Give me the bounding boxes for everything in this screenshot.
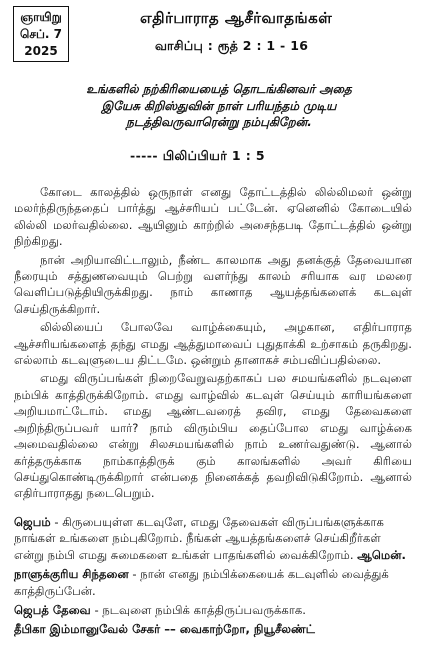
need-text: - நடவுளை நம்பிக் காத்திருப்பவருக்காக. — [90, 603, 306, 618]
verse-line: நடத்திவருவாரென்று நம்புகிறேன். — [126, 115, 312, 129]
prayer — [14, 514, 412, 563]
verse-line: இயேசு கிறிஸ்துவின் நாள் பரியந்தம் முடிய — [101, 98, 337, 113]
thought-text: - நான் எனது நம்பிக்கையைக் கடவுளில் வைத்துக் காத்திருப்பேன். — [14, 567, 389, 598]
year-label: 2025 — [24, 43, 58, 58]
reading-reference: வாசிப்பு : ரூத் 2 : 1 - 16 — [155, 38, 309, 53]
prayer-need — [14, 602, 412, 618]
body-text — [14, 184, 412, 504]
body-paragraph: நான் அறியாவிட்டாலும், நீண்ட காலமாக அது தனக்குத் தேவையான நீரையும் சத்துணவையும் பெற்று வளர்ந்து காலம் சரியாக வர மலரை வெளிப்படுத்தியிருக்கிறது. நாம் காணாத ஆயத்தங்களைக் கடவுள் செய்திருக்கிறார். — [14, 252, 412, 316]
date-box — [13, 6, 69, 62]
day-label: ஞாயிறு — [20, 9, 62, 24]
body-paragraph: எமது விருப்பங்கள் நிறைவேறுவதற்காகப் பல சமயங்களில் நடவுளை நம்பிக் காத்திருக்கிறோம். எமது வாழ்வில் கடவுள் செய்யும் காரியங்களை அறியமாட்டோம். எமது ஆண்டவரைத் தவிர, எமது தேவைகளை அறிந்திருப்பவர் யார்? நாம் விரும்பிய தைப்போல எமது வாழ்க்கை அமைவதில்லை என்று சிலசமயங்களில் நாம் உணர்வதுண்டு. ஆனால் கர்த்தருக்காக நாம்காத்திருக் கும் காலங்களில் அவர் கிரியை செய்துகொண்டிருக்கிறார் என்பதை நினைக்கத் தவறிவிடுகிறோம். ஆனால் எதிர்பாராதது நடைபெறும். — [14, 371, 412, 501]
closing-section — [14, 514, 412, 641]
author-line: தீபிகா இம்மானுவேல் சேகர் –– வைகாற்றோ, நியூசீலண்ட் — [14, 622, 316, 637]
body-paragraph: லில்லியைப் போலவே வாழ்க்கையும், அழகான, எதிர்பாராத ஆச்சரியங்களைத் தந்து எமது ஆத்துமாவைப் புதுதாக்கி உற்சாகம் தருகிறது. எல்லாம் கடவுளுடைய திட்டமே. ஒன்றும் தானாகச் சம்பவிப்பதில்லை. — [14, 320, 412, 368]
verse-line: உங்களில் நற்கிரியையைத் தொடங்கினவர் அதை — [86, 82, 352, 96]
amen-text: ஆமென். — [357, 547, 406, 562]
prayer-text: - கிருபையுள்ள கடவுளே, எமது தேவைகள் விருப்பங்களுக்காக நாங்கள் உங்களை நம்புகிறோம். நீங்கள் ஆயத்தங்களைச் செய்கிறீர்கள் என்று நம்பி எமது சுமைகளை உங்கள் பாதங்களில் வைக்கிறோம். — [14, 515, 384, 562]
need-label: ஜெபத் தேவை — [14, 603, 91, 618]
body-paragraph: கோடை காலத்தில் ஒருநாள் எனது தோட்டத்தில் லில்லிமலர் ஒன்று மலர்ந்திருந்ததைப் பார்த்து ஆச்சரியப் பட்டேன். ஏனெனில் கோடையில் லில்லி மலர்வதில்லை. ஆயினும் காற்றில் அசைந்தபடி தோட்டத்தில் ஒன்று நிற்கிறது. — [14, 185, 412, 249]
date-label: செப். 7 — [20, 26, 62, 41]
page-title: எதிர்பாராத ஆசீர்வாதங்கள் — [140, 9, 333, 27]
verse-reference: ----- பிலிப்பியர் 1 : 5 — [130, 148, 266, 163]
daily-thought — [14, 566, 412, 599]
key-verse — [34, 81, 404, 131]
prayer-label: ஜெபம் — [14, 515, 51, 529]
thought-label: நாளுக்குரிய சிந்தனை — [14, 567, 129, 582]
